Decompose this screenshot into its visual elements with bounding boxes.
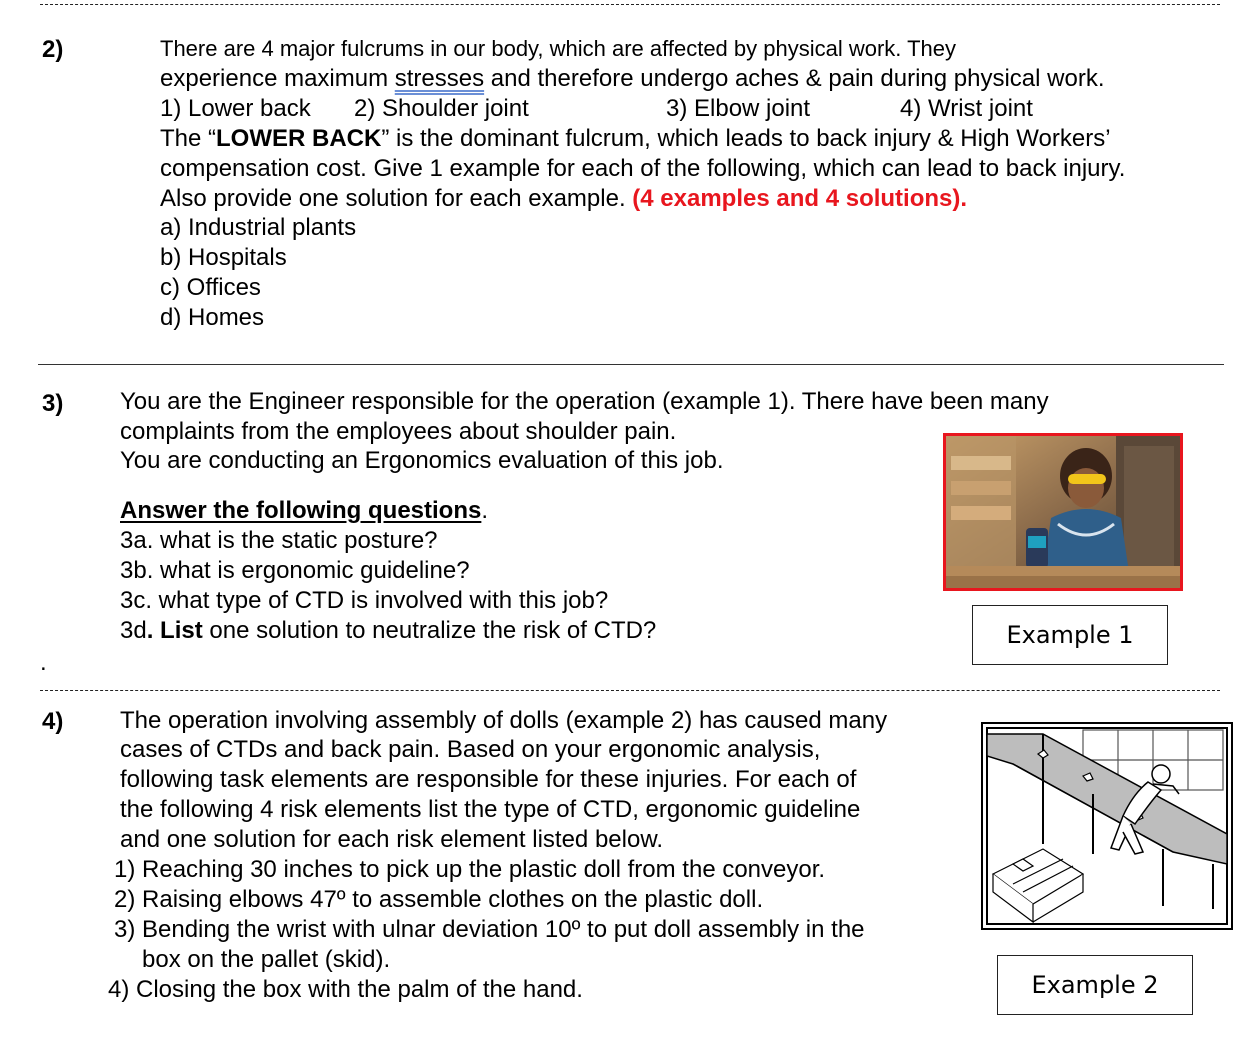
stresses-word: stresses (394, 65, 485, 92)
fulcrum-2: 2) Shoulder joint (354, 95, 529, 122)
q2-line-4-post: ” is the dominant fulcrum, which leads to back injury & High Workers’ (381, 125, 1111, 152)
q2-line-2-post: and therefore undergo aches & pain during physical work. (484, 65, 1105, 92)
q2-item-c: c) Offices (160, 274, 261, 301)
q3-line-1: You are the Engineer responsible for the operation (example 1). There have been many (120, 388, 1049, 415)
q3a: 3a. what is the static posture? (120, 527, 438, 554)
q3b: 3b. what is ergonomic guideline? (120, 557, 470, 584)
q2-requirement-red: (4 examples and 4 solutions). (632, 185, 968, 212)
answer-heading-text: Answer the following questions (120, 497, 482, 524)
q4-line-3: following task elements are responsible for these injuries. For each of (120, 766, 857, 793)
q4-line-2: cases of CTDs and back pain. Based on your ergonomic analysis, (120, 736, 821, 763)
q3d-rest: one solution to neutralize the risk of CTD? (202, 617, 657, 644)
q3d-list-bold: . List (146, 617, 203, 644)
q4-number: 4) (42, 708, 64, 735)
q2-number: 2) (42, 36, 64, 63)
example-2-caption: Example 2 (997, 955, 1193, 1015)
q2-line-1: There are 4 major fulcrums in our body, which are affected by physical work. They (160, 36, 957, 61)
risk-4: 4) Closing the box with the palm of the hand. (108, 976, 583, 1003)
fulcrum-4: 4) Wrist joint (900, 95, 1033, 122)
fulcrum-3: 3) Elbow joint (666, 95, 811, 122)
q4-line-4: the following 4 risk elements list the type of CTD, ergonomic guideline (120, 796, 861, 823)
q2-line-6-pre: Also provide one solution for each example. (160, 185, 633, 212)
q3d-prefix: 3d (120, 617, 147, 644)
worker-drilling-image (946, 436, 1180, 588)
q2-item-b: b) Hospitals (160, 244, 287, 271)
q3-number: 3) (42, 390, 64, 417)
risk-3: 3) Bending the wrist with ulnar deviation 10º to put doll assembly in the (114, 916, 865, 943)
risk-2: 2) Raising elbows 47º to assemble clothes on the plastic doll. (114, 886, 764, 913)
q2-item-d: d) Homes (160, 304, 265, 331)
section-divider (38, 364, 1224, 365)
q2-line-2 (160, 64, 1105, 94)
example-1-photo (943, 433, 1183, 591)
q4-line-1: The operation involving assembly of dolls (example 2) has caused many (120, 707, 888, 734)
middle-dashed-divider (40, 690, 1220, 691)
example-1-caption: Example 1 (972, 605, 1168, 665)
q2-line-4-pre: The “ (160, 125, 217, 152)
q3-line-2: complaints from the employees about shoulder pain. (120, 418, 677, 445)
risk-1: 1) Reaching 30 inches to pick up the plastic doll from the conveyor. (114, 856, 826, 883)
q3d (120, 616, 656, 646)
answer-heading (120, 496, 488, 526)
q3-line-3: You are conducting an Ergonomics evaluation of this job. (120, 447, 724, 474)
q2-item-a: a) Industrial plants (160, 214, 357, 241)
q2-line-5: compensation cost. Give 1 example for each of the following, which can lead to back injury. (160, 155, 1126, 182)
q2-line-6 (160, 184, 967, 214)
q2-line-2-pre: experience maximum (160, 65, 395, 92)
doll-assembly-conveyor-image (983, 724, 1231, 928)
stray-period: . (40, 649, 47, 676)
q3c: 3c. what type of CTD is involved with this job? (120, 587, 609, 614)
q4-line-5: and one solution for each risk element listed below. (120, 826, 663, 853)
top-dashed-divider (40, 4, 1220, 5)
q2-line-4 (160, 124, 1111, 154)
risk-3-cont: box on the pallet (skid). (142, 946, 391, 973)
lower-back-bold: LOWER BACK (216, 125, 382, 152)
answer-heading-period: . (481, 497, 489, 524)
example-2-illustration (981, 722, 1233, 930)
fulcrum-1: 1) Lower back (160, 95, 311, 122)
